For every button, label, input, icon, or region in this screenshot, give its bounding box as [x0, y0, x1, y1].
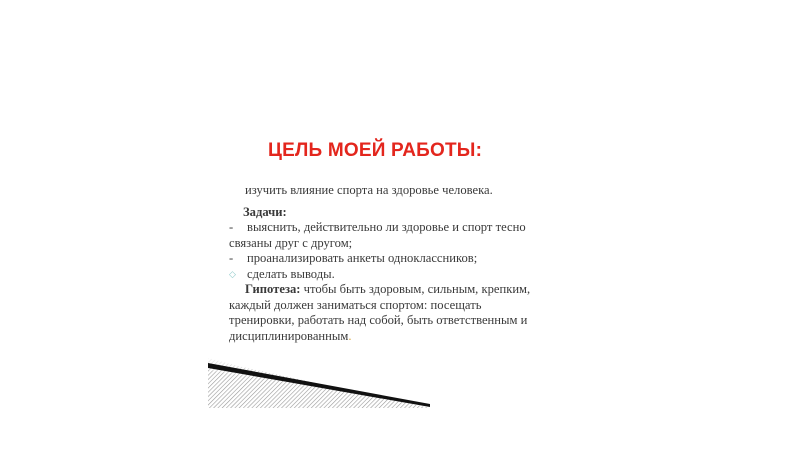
- dash-marker: -: [229, 251, 234, 265]
- hypothesis-text: чтобы быть здоровым, сильным, крепким, каждый должен заниматься спортом: посещать тренировки, работать над собой, быть ответственным и дисциплинированным: [229, 282, 531, 343]
- diamond-bullet-icon: ◇: [229, 268, 236, 279]
- task-text-1: выяснить, действительно ли здоровье и спорт тесно связаны друг с другом;: [229, 220, 526, 250]
- hypothesis-end-dot: .: [348, 328, 352, 343]
- task-item-3: [229, 267, 549, 283]
- hypothesis-paragraph: [229, 282, 549, 344]
- task-text-2: проанализировать анкеты одноклассников;: [247, 251, 478, 265]
- dash-marker: -: [229, 220, 234, 234]
- task-item-2: [229, 251, 549, 267]
- tasks-heading: Задачи:: [243, 204, 287, 219]
- slide-title: ЦЕЛЬ МОЕЙ РАБОТЫ:: [268, 140, 483, 161]
- slide-body: [229, 183, 549, 344]
- task-text-3: сделать выводы.: [247, 266, 335, 281]
- hypothesis-label: Гипотеза:: [245, 282, 301, 296]
- decorative-stripe-graphic: [208, 358, 430, 408]
- task-item-1: [229, 220, 549, 251]
- intro-text: изучить влияние спорта на здоровье человека.: [245, 183, 493, 197]
